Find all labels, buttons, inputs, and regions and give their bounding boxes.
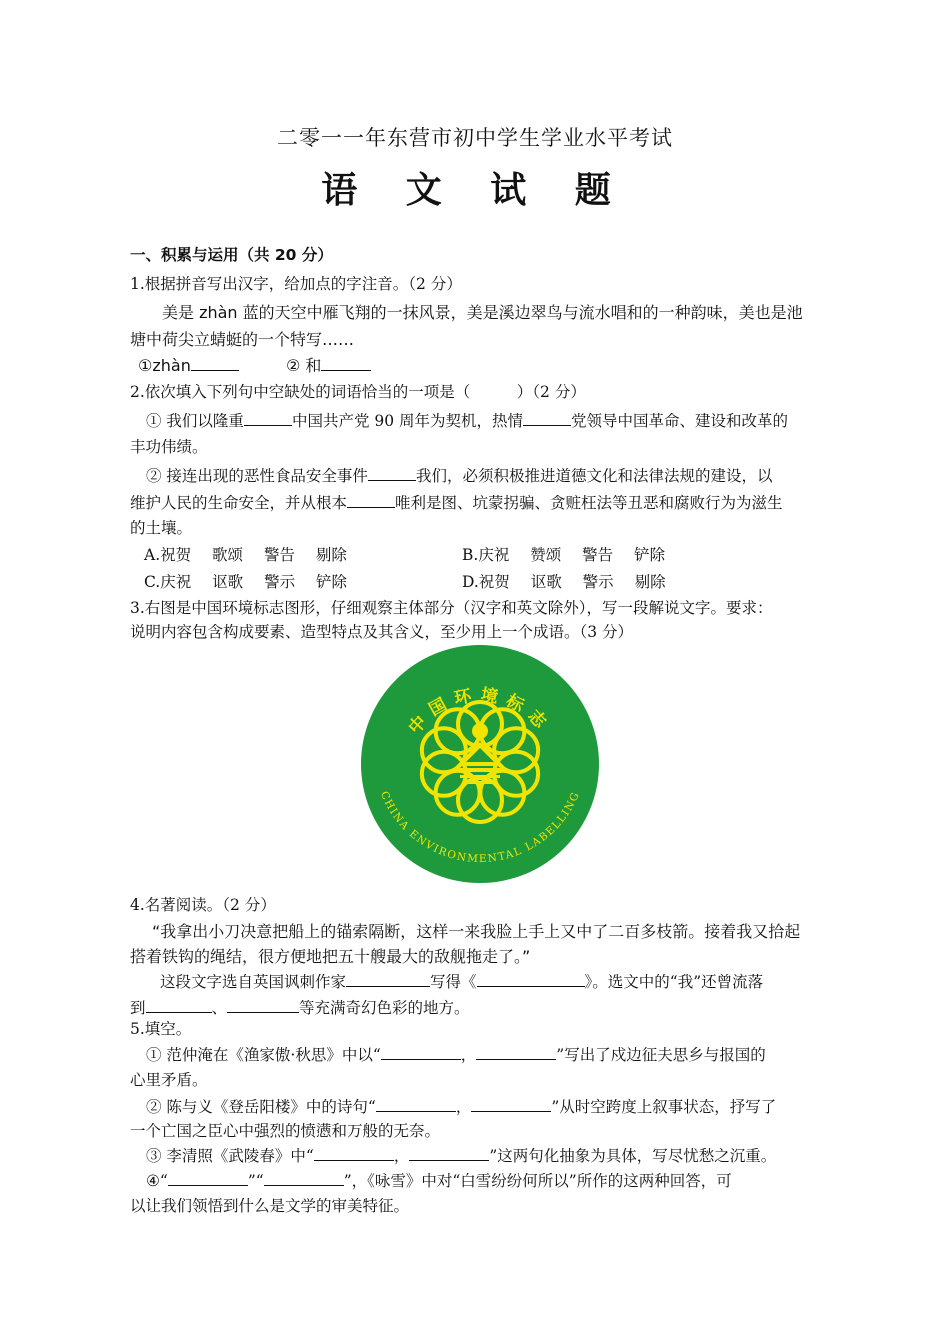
q2-sentence1-line2: 丰功伟绩。 (130, 438, 208, 456)
q5-part: ”“ (247, 1172, 264, 1190)
q5-item4-line2: 以让我们领悟到什么是文学的审美特征。 (130, 1197, 410, 1215)
q5-item2-line2: 一个亡国之臣心中强烈的愤懑和万般的无奈。 (130, 1122, 441, 1140)
answer-blank[interactable] (523, 409, 571, 426)
logo-en-text: CHINA ENVIRONMENTAL LABELLING (377, 789, 583, 866)
q5-part: ”从时空跨度上叙事状态，抒写了 (551, 1098, 777, 1116)
answer-blank[interactable] (346, 970, 430, 987)
q2-option-d[interactable]: D.祝贺 讴歌 警示 剔除 (462, 573, 666, 591)
q1-blank1-label: ①zhàn (138, 356, 191, 375)
q2-option-b[interactable]: B.庆祝 赞颂 警告 铲除 (462, 546, 666, 564)
q5-item2 (146, 1095, 776, 1118)
q4-part: 这段文字选自英国讽刺作家 (160, 973, 347, 991)
q5-part: ， (460, 1046, 477, 1064)
q5-item4 (146, 1169, 732, 1192)
q2-sentence2-line3: 的土壤。 (130, 519, 193, 537)
logo-cn-text: 中国环境标志 (404, 685, 556, 739)
q5-item1 (146, 1043, 766, 1066)
q2-s1-part: ① 我们以隆重 (146, 412, 244, 430)
q5-part: ， (393, 1147, 410, 1165)
q5-part: ”，《咏雪》中对“白雪纷纷何所以”所作的这两种回答，可 (343, 1172, 732, 1190)
q2-s2-part: ② 接连出现的恶性食品安全事件 (146, 467, 368, 485)
q4-part: 写得《 (430, 973, 477, 991)
exam-title: 语 文 试 题 (321, 170, 629, 211)
q5-part: ”这两句化抽象为具体，写尽忧愁之沉重。 (489, 1147, 777, 1165)
q4-quote-line2: 搭着铁钩的绳结，很方便地把五十艘最大的敌舰拖走了。” (130, 947, 531, 966)
q2-s2-part: 我们，必须积极推进道德文化和法律法规的建设，以 (415, 467, 773, 485)
q2-sentence2-line2 (130, 491, 783, 514)
answer-blank[interactable] (347, 491, 395, 508)
q5-part: ② 陈与义《登岳阳楼》中的诗句“ (146, 1098, 376, 1116)
answer-blank[interactable] (477, 970, 585, 987)
answer-blank[interactable] (376, 1095, 456, 1112)
answer-blank[interactable] (471, 1095, 551, 1112)
answer-blank[interactable] (314, 1144, 394, 1161)
q2-option-c[interactable]: C.庆祝 讴歌 警示 铲除 (144, 573, 348, 591)
answer-blank[interactable] (368, 464, 416, 481)
answer-blank[interactable] (191, 354, 239, 371)
q1-blank2 (286, 354, 371, 377)
q3-line1: 3.右图是中国环境标志图形，仔细观察主体部分（汉字和英文除外），写一段解说文字。要求： (130, 599, 773, 617)
q4-line3 (160, 970, 763, 993)
answer-blank[interactable] (227, 996, 299, 1013)
q1-text-line1: 美是 zhàn 蓝的天空中雁飞翔的一抹风景，美是溪边翠鸟与流水唱和的一种韵味，美也是池 (162, 303, 803, 322)
q1-stem: 1.根据拼音写出汉字，给加点的字注音。（2 分） (130, 275, 462, 293)
q5-item3 (146, 1144, 776, 1167)
q2-option-a[interactable]: A.祝贺 歌颂 警告 剔除 (144, 546, 347, 564)
q1-text-line2: 塘中荷尖立蜻蜓的一个特写…… (130, 330, 355, 349)
q3-line2: 说明内容包含构成要素、造型特点及其含义，至少用上一个成语。（3 分） (130, 623, 634, 641)
q2-s1-part: 中国共产党 90 周年为契机，热情 (291, 412, 524, 430)
answer-blank[interactable] (244, 409, 292, 426)
q2-s2-part: 维护人民的生命安全，并从根本 (130, 494, 348, 512)
q1-blank1 (138, 354, 239, 377)
q2-sentence1 (146, 409, 788, 432)
q1-blank2-label: ② 和 (286, 356, 322, 375)
answer-blank[interactable] (321, 354, 371, 371)
q4-part: 等充满奇幻色彩的地方。 (299, 999, 470, 1017)
q5-stem: 5.填空。 (130, 1020, 192, 1038)
china-environmental-label-logo (360, 644, 600, 884)
q5-part: ”写出了戍边征夫思乡与报国的 (556, 1046, 766, 1064)
q5-part: ④“ (146, 1172, 168, 1190)
q5-part: ① 范仲淹在《渔家傲·秋思》中以“ (146, 1046, 381, 1064)
q5-part: ③ 李清照《武陵春》中“ (146, 1147, 314, 1165)
answer-blank[interactable] (409, 1144, 489, 1161)
answer-blank[interactable] (146, 996, 212, 1013)
q2-stem: 2.依次填入下列句中空缺处的词语恰当的一项是（ ）（2 分） (130, 383, 586, 401)
q4-part: 、 (211, 999, 228, 1017)
q2-s1-part: 党领导中国革命、建设和改革的 (571, 412, 789, 430)
q4-part: 到 (130, 999, 146, 1017)
q2-s2-part: 唯利是图、坑蒙拐骗、贪赃枉法等丑恶和腐败行为为滋生 (395, 494, 783, 512)
section-heading: 一、积累与运用（共 20 分） (130, 246, 333, 264)
answer-blank[interactable] (381, 1043, 461, 1060)
q4-line4 (130, 996, 470, 1019)
answer-blank[interactable] (168, 1169, 248, 1186)
answer-blank[interactable] (476, 1043, 556, 1060)
exam-subtitle: 二零一一年东营市初中学生学业水平考试 (277, 126, 673, 150)
q4-quote-line1: “我拿出小刀决意把船上的锚索隔断，这样一来我脸上手上又中了二百多枝箭。接着我又拾起 (152, 922, 801, 941)
q4-part: 》。选文中的“我”还曾流落 (584, 973, 764, 991)
q5-part: ， (455, 1098, 472, 1116)
q5-item1-line2: 心里矛盾。 (130, 1071, 208, 1089)
q2-sentence2 (146, 464, 772, 487)
q4-stem: 4.名著阅读。（2 分） (130, 896, 276, 914)
answer-blank[interactable] (264, 1169, 344, 1186)
